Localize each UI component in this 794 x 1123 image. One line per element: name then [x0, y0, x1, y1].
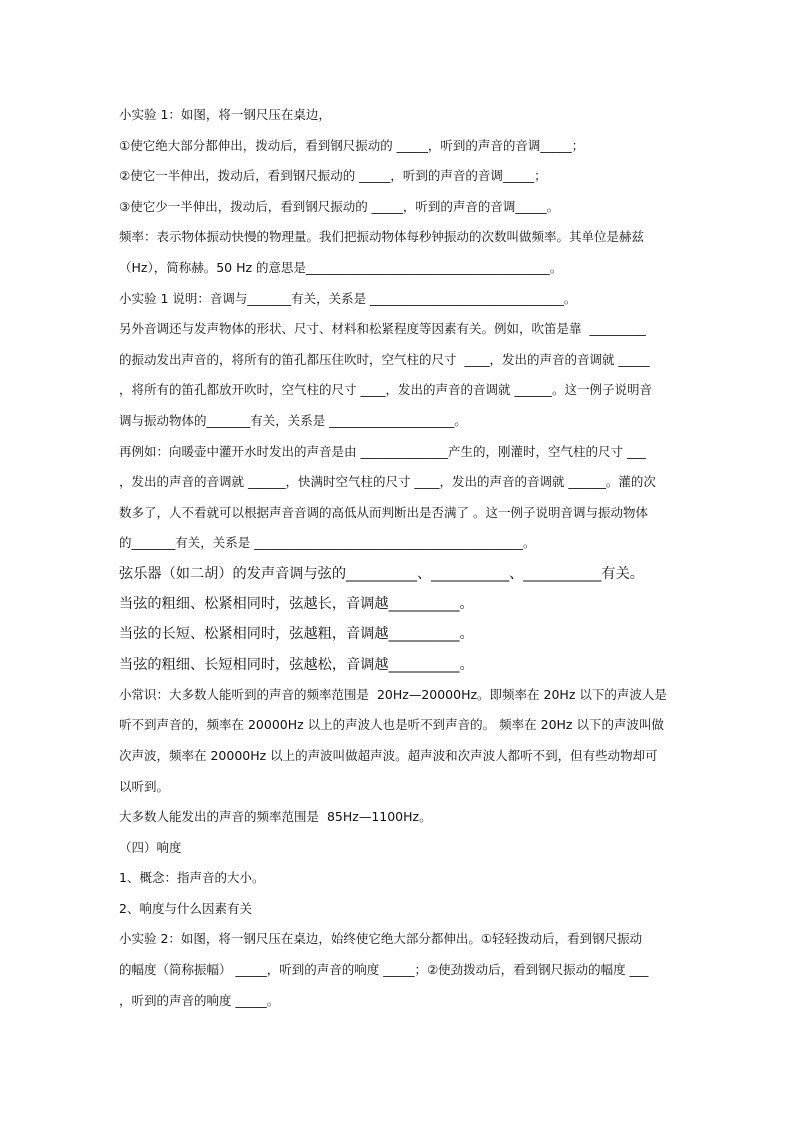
text-line: 次声波，频率在 20000Hz 以上的声波叫做超声波。超声波和次声波人都听不到，但有些动物却可 — [119, 747, 658, 763]
text-line: 2、响度与什么因素有关 — [119, 900, 252, 916]
text-line: 小实验 2：如图，将一钢尺压在桌边，始终使它绝大部分都伸出。①轻轻拨动后，看到钢尺振动 — [119, 931, 643, 947]
text-line: 当弦的粗细、松紧相同时，弦越长，音调越__________。 — [119, 596, 474, 613]
text-line: 的幅度（简称振幅） _____，听到的声音的响度 _____；②使劲拨动后，看到钢尺振动的幅度 ___ — [119, 962, 649, 978]
text-line: 的_______有关，关系是 ___________________________________________。 — [119, 535, 536, 551]
text-line: 1、概念：指声音的大小。 — [119, 870, 265, 886]
text-line: 当弦的粗细、长短相同时，弦越松，音调越__________。 — [119, 656, 474, 673]
text-line: 小实验 1 说明：音调与_______有关，关系是 _______________________________。 — [119, 290, 577, 306]
text-line: ，听到的声音的响度 _____。 — [119, 992, 280, 1008]
text-line: 再例如：向暖壶中灌开水时发出的声音是由 ______________产生的，刚灌时，空气柱的尺寸 ___ — [119, 443, 646, 459]
text-line: 小常识：大多数人能听到的声音的频率范围是 20Hz—20000Hz。即频率在 20Hz 以下的声波人是 — [119, 686, 667, 702]
text-line: 当弦的长短、松紧相同时，弦越粗，音调越__________。 — [119, 626, 474, 643]
text-line: 数多了，人不看就可以根据声音音调的高低从而判断出是否满了 。这一例子说明音调与振动物体 — [119, 504, 648, 520]
text-line: 听不到声音的，频率在 20000Hz 以上的声波人也是听不到声音的。 频率在 20Hz 以下的声波叫做 — [119, 717, 664, 733]
text-line: ，将所有的笛孔都放开吹时，空气柱的尺寸 ____，发出的声音的音调就 ______。这一例子说明音 — [119, 382, 652, 398]
text-line: 的振动发出声音的，将所有的笛孔都压住吹时，空气柱的尺寸 ____，发出的声音的音调就 _____ — [119, 351, 650, 367]
text-line: ①使它绝大部分都伸出，拨动后，看到钢尺振动的 _____，听到的声音的音调_____； — [119, 137, 585, 153]
text-line: ，发出的声音的音调就 ______，快满时空气柱的尺寸 ____，发出的声音的音调就 ______。灌的次 — [119, 474, 656, 490]
text-line: 以听到。 — [119, 778, 170, 794]
document-body — [119, 100, 679, 1016]
section-heading: （四）响度 — [119, 839, 182, 855]
text-line: ②使它一半伸出，拨动后，看到钢尺振动的 _____，听到的声音的音调_____； — [119, 168, 547, 184]
text-line: 频率：表示物体振动快慢的物理量。我们把振动物体每秒钟振动的次数叫做频率。其单位是赫兹 — [119, 229, 645, 245]
text-line: 调与振动物体的_______有关，关系是 ____________________。 — [119, 412, 467, 428]
text-line: 大多数人能发出的声音的频率范围是 85Hz—1100Hz。 — [119, 809, 432, 825]
text-line: 弦乐器（如二胡）的发声音调与弦的__________、___________、___________有关。 — [119, 565, 644, 582]
text-line: （Hz），简称赫。50 Hz 的意思是_______________________________________。 — [119, 259, 563, 275]
text-line: 小实验 1：如图，将一钢尺压在桌边， — [119, 107, 331, 122]
text-line: 另外音调还与发声物体的形状、尺寸、材料和松紧程度等因素有关。例如，吹笛是靠 _________ — [119, 321, 646, 337]
text-line: ③使它少一半伸出，拨动后，看到钢尺振动的 _____，听到的声音的音调_____。 — [119, 198, 560, 214]
